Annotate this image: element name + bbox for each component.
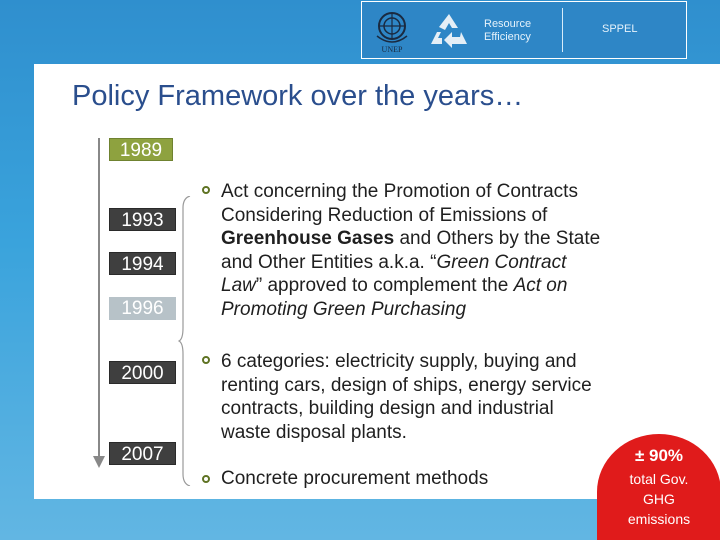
year-1989: 1989 — [109, 138, 173, 161]
bullet-marker — [202, 186, 210, 194]
sppel-label: SPPEL — [602, 23, 638, 35]
year-2007: 2007 — [109, 442, 176, 465]
italic-text: Promoting Green Purchasing — [221, 298, 467, 320]
badge-line: emissions — [627, 511, 691, 527]
header-logo-bar — [361, 1, 687, 59]
bullet-categories — [221, 350, 592, 444]
year-1994: 1994 — [109, 252, 176, 275]
year-1996: 1996 — [109, 297, 176, 320]
unep-logo-icon — [372, 8, 412, 54]
bullet-line: Act concerning the Promotion of Contracts — [221, 181, 578, 202]
bullet-line: 6 categories: electricity supply, buying and — [221, 351, 577, 372]
italic-text: Law — [221, 275, 256, 296]
bullet-line-part: and Other Entities a.k.a. “ — [221, 251, 437, 273]
timeline-line — [98, 138, 100, 458]
year-1993: 1993 — [109, 208, 176, 231]
bullet-green-contract-law — [221, 180, 600, 321]
ghg-emissions-badge — [597, 434, 720, 540]
timeline-arrow-icon — [93, 456, 105, 468]
bullet-line-part: ” approved to complement the — [255, 275, 514, 296]
unep-text: UNEP — [381, 45, 403, 54]
badge-caption — [597, 469, 720, 529]
bullet-line: Considering Reduction of Emissions of — [221, 204, 548, 226]
header-divider — [562, 8, 563, 52]
badge-percent: ± 90% — [634, 446, 684, 465]
bullet-line — [221, 274, 600, 298]
bullet-line-rest: and Others by the State — [394, 228, 601, 249]
badge-line: total Gov. — [629, 471, 689, 487]
bracket-brace — [178, 196, 192, 486]
bullet-line: contracts, building design and industrial — [221, 398, 554, 419]
resource-efficiency-label: Resource Efficiency — [484, 18, 532, 43]
bullet-marker — [202, 356, 210, 364]
bullet-line: waste disposal plants. — [221, 421, 407, 443]
bold-text: Greenhouse Gases — [221, 228, 395, 249]
bullet-marker — [202, 475, 210, 483]
badge-line: GHG — [643, 491, 675, 507]
bullet-line — [221, 251, 600, 275]
italic-text: Act on — [513, 275, 568, 296]
year-2000: 2000 — [109, 361, 176, 384]
page-title: Policy Framework over the years… — [72, 80, 524, 112]
bullet-line: renting cars, design of ships, energy service — [221, 374, 592, 396]
bullet-line — [221, 227, 600, 251]
bullet-procurement-methods: Concrete procurement methods — [221, 468, 489, 489]
italic-text: Green Contract — [436, 251, 567, 273]
recycle-icon — [428, 10, 470, 50]
bullet-line — [221, 298, 600, 322]
